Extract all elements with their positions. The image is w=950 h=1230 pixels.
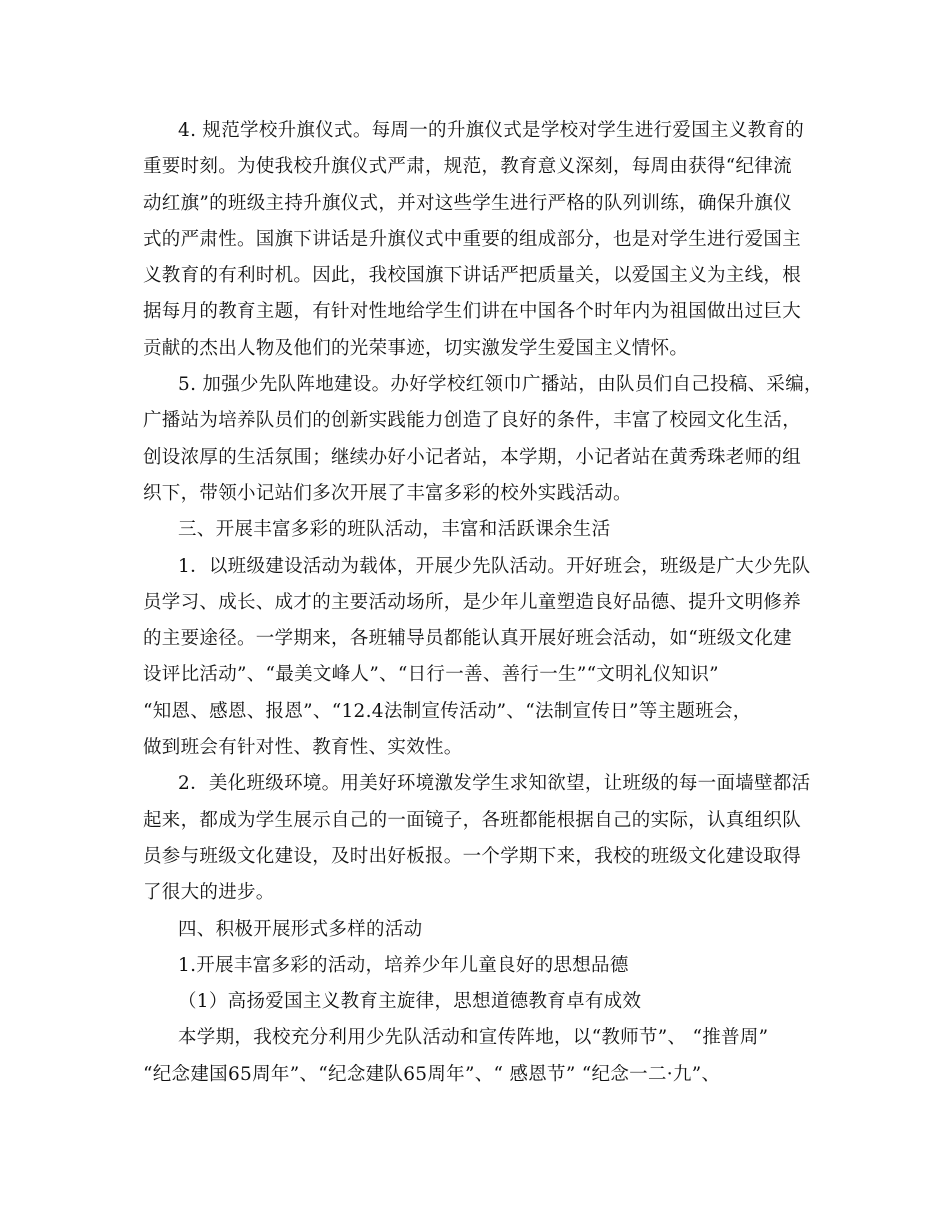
paragraph-line: 5. 加强少先队阵地建设。办好学校红领巾广播站，由队员们自己投稿、采编， bbox=[178, 374, 823, 396]
paragraph-line: 织下，带领小记站们多次开展了丰富多彩的校外实践活动。 bbox=[143, 482, 632, 504]
paragraph-line: 重要时刻。为使我校升旗仪式严肃，规范，教育意义深刻，每周由获得“纪律流 bbox=[143, 156, 792, 178]
subsection-heading: （1）高扬爱国主义教育主旋律，思想道德教育卓有成效 bbox=[178, 991, 642, 1013]
paragraph-line: 起来，都成为学生展示自己的一面镜子，各班都能根据自己的实际，认真组织队 bbox=[143, 809, 802, 831]
section-heading: 四、积极开展形式多样的活动 bbox=[178, 918, 423, 940]
paragraph-line: 本学期，我校充分利用少先队活动和宣传阵地，以“教师节”、 “推普周” bbox=[178, 1027, 769, 1049]
paragraph-line: 据每月的教育主题，有针对性地给学生们讲在中国各个时年内为祖国做出过巨大 bbox=[143, 301, 802, 323]
paragraph-line: 4. 规范学校升旗仪式。每周一的升旗仪式是学校对学生进行爱国主义教育的 bbox=[178, 120, 805, 141]
paragraph-line: 义教育的有利时机。因此，我校国旗下讲话严把质量关，以爱国主义为主线，根 bbox=[143, 265, 802, 287]
paragraph-line: 的主要途径。一学期来，各班辅导员都能认真开展好班会活动，如“班级文化建 bbox=[143, 628, 792, 650]
paragraph-line: 做到班会有针对性、教育性、实效性。 bbox=[143, 737, 463, 759]
paragraph-line: “纪念建国65周年”、“纪念建队65周年”、“ 感恩节” “纪念一二·九”、 bbox=[143, 1063, 721, 1085]
paragraph-line: 设评比活动”、“最美文峰人”、“日行一善、善行一生”“文明礼仪知识” bbox=[143, 664, 719, 686]
paragraph-line: 员参与班级文化建设，及时出好板报。一个学期下来，我校的班级文化建设取得 bbox=[143, 845, 802, 867]
document-body bbox=[143, 113, 823, 1093]
section-heading: 三、开展丰富多彩的班队活动，丰富和活跃课余生活 bbox=[178, 519, 611, 541]
paragraph-line: 2．美化班级环境。用美好环境激发学生求知欲望，让班级的每一面墙壁都活 bbox=[178, 773, 811, 795]
paragraph-line: 贡献的杰出人物及他们的光荣事迹，切实激发学生爱国主义情怀。 bbox=[143, 337, 689, 359]
paragraph-line: 1．以班级建设活动为载体，开展少先队活动。开好班会，班级是广大少先队 bbox=[178, 555, 811, 577]
paragraph-line: 广播站为培养队员们的创新实践能力创造了良好的条件，丰富了校园文化生活， bbox=[143, 410, 802, 432]
paragraph-line: 了很大的进步。 bbox=[143, 882, 275, 904]
paragraph-line: 创设浓厚的生活氛围；继续办好小记者站，本学期，小记者站在黄秀珠老师的组 bbox=[143, 446, 802, 468]
paragraph-line: 动红旗”的班级主持升旗仪式，并对这些学生进行严格的队列训练，确保升旗仪 bbox=[143, 192, 792, 214]
subsection-heading: 1.开展丰富多彩的活动，培养少年儿童良好的思想品德 bbox=[178, 954, 629, 976]
paragraph-line: 员学习、成长、成才的主要活动场所，是少年儿童塑造良好品德、提升文明修养 bbox=[143, 591, 802, 613]
paragraph-line: 式的严肃性。国旗下讲话是升旗仪式中重要的组成部分，也是对学生进行爱国主 bbox=[143, 228, 802, 250]
paragraph-line: “知恩、感恩、报恩”、“12.4法制宣传活动”、“法制宣传日”等主题班会， bbox=[143, 700, 752, 722]
